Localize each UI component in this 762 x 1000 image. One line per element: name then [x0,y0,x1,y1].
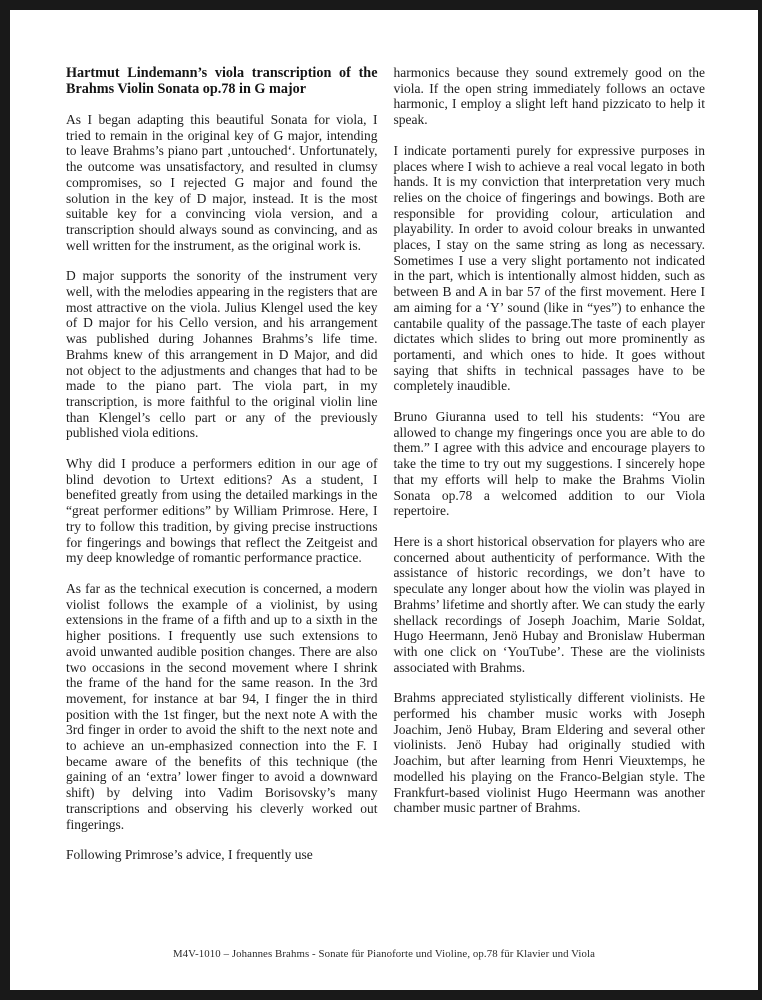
paragraph-left-5: Following Primrose’s advice, I frequently use [66,847,313,863]
page-content [10,10,758,878]
paragraph-right-3: Bruno Giuranna used to tell his students: “You are allowed to change my fingerings once you are able to do them.” I agree with this advice and encourage players to take the time to try out my suggestions. I sincerely hope that my efforts will help to make the Brahms Violin Sonata op.78 a welcomed addition to our Viola repertoire. [393,409,705,519]
two-column-layout [66,65,705,878]
paragraph-right-4: Here is a short historical observation for players who are concerned about authenticity of performance. With the assistance of historic recordings, we don’t have to speculate any longer about how the violin was played in Brahms’ lifetime and shortly after. We can study the early shellack recordings of Joseph Joachim, Marie Soldat, Hugo Heermann, Jenö Hubay and Bronislaw Huberman with one click on ‘YouTube’. These are the violinists associated with Brahms. [393,533,705,675]
paragraph-left-3: Why did I produce a performers edition in our age of blind devotion to Urtext editions? As a student, I benefited greatly from using the detailed markings in the “great performer editions” by William Primrose. Here, I try to follow this tradition, by giving precise instructions for fingerings and bowings that reflect the Zeitgeist and my deep knowledge of romantic performance practice. [66,456,378,566]
paragraph-left-1: As I began adapting this beautiful Sonata for viola, I tried to remain in the original key of G major, intending to leave Brahms’s piano part ‚untouched‘. Unfortunately, the outcome was unsatisfactory, and resulted in clumsy compromises, so I rejected G major and found the solution in the key of D major, instead. It is the most suitable key for a convincing viola version, and a transcription should always sound as convincing, and as well written for the instrument, as the original work is. [66,112,378,253]
paragraph-left-4: As far as the technical execution is concerned, a modern violist follows the example of a violinist, by using extensions in the frame of a fifth and up to a sixth in the higher positions. I frequently use such extensions to avoid unwanted audible position changes. There are also two occasions in the second movement where I shrink the frame of the hand for the same reason. In the 3rd movement, for instance at bar 94, I finger the in third position with the 1st finger, but the next note A with the 3rd finger in order to avoid the shift to the next note and to achieve an un-emphasized connection into the F. I became aware of the benefits of this technique (the gaining of an ‘extra’ lower finger to avoid a downward shift) by delving into Vadim Borisovsky’s many transcriptions and observing his cleverly worked out fingerings. [66,580,378,832]
left-column [66,65,378,878]
paragraph-right-5: Brahms appreciated stylistically different violinists. He performed his chamber music works with Joseph Joachim, Jenö Hubay, Bram Eldering and several other violinists. Jenö Hubay had originally studied with Joachim, but after learning from Henri Vieuxtemps, he modelled his playing on the Franco-Belgian style. The Frankfurt-based violinist Hugo Heermann was another chamber music partner of Brahms. [393,690,705,816]
page-footer: M4V-1010 – Johannes Brahms - Sonate für Pianoforte und Violine, op.78 für Klavier und Viola [172,948,596,960]
article-title: Hartmut Lindemann’s viola transcription of the Brahms Violin Sonata op.78 in G major [66,65,378,97]
paragraph-right-2: I indicate portamenti purely for expressive purposes in places where I wish to achieve a real vocal legato in both hands. It is my conviction that interpretation very much relies on the choice of fingerings and bowings. Both are responsible for providing colour, articulation and playability. In order to avoid colour breaks in unwanted places, I stay on the same string as long as necessary. Sometimes I use a very slight portamento not indicated in the part, which is intentionally almost hidden, such as between B and A in bar 57 of the first movement. Here I am aiming for a ‘Y’ sound (like in “yes”) to enhance the cantabile quality of the passage.The taste of each player dictates which slides to bring out more prominently as portamenti, and which ones to hide. It goes without saying that shifts in technical passages have to be completely inaudible. [393,142,705,394]
paragraph-left-2: D major supports the sonority of the instrument very well, with the melodies appearing in the registers that are most attractive on the viola. Julius Klengel used the key of D major for his Cello version, and his arrangement was published during Johannes Brahms’s life time. Brahms knew of this arrangement in D Major, and did not object to the adjustments and changes that had to be made to the piano part. The viola part, in my transcription, is more faithful to the original violin line than Klengel’s cello part or any of the previously published viola editions. [66,268,378,441]
right-column [394,65,706,878]
paragraph-right-1: harmonics because they sound extremely good on the viola. If the open string immediately follows an octave harmonic, I employ a slight left hand pizzicato to help it speak. [393,65,705,128]
document-page [10,10,758,990]
